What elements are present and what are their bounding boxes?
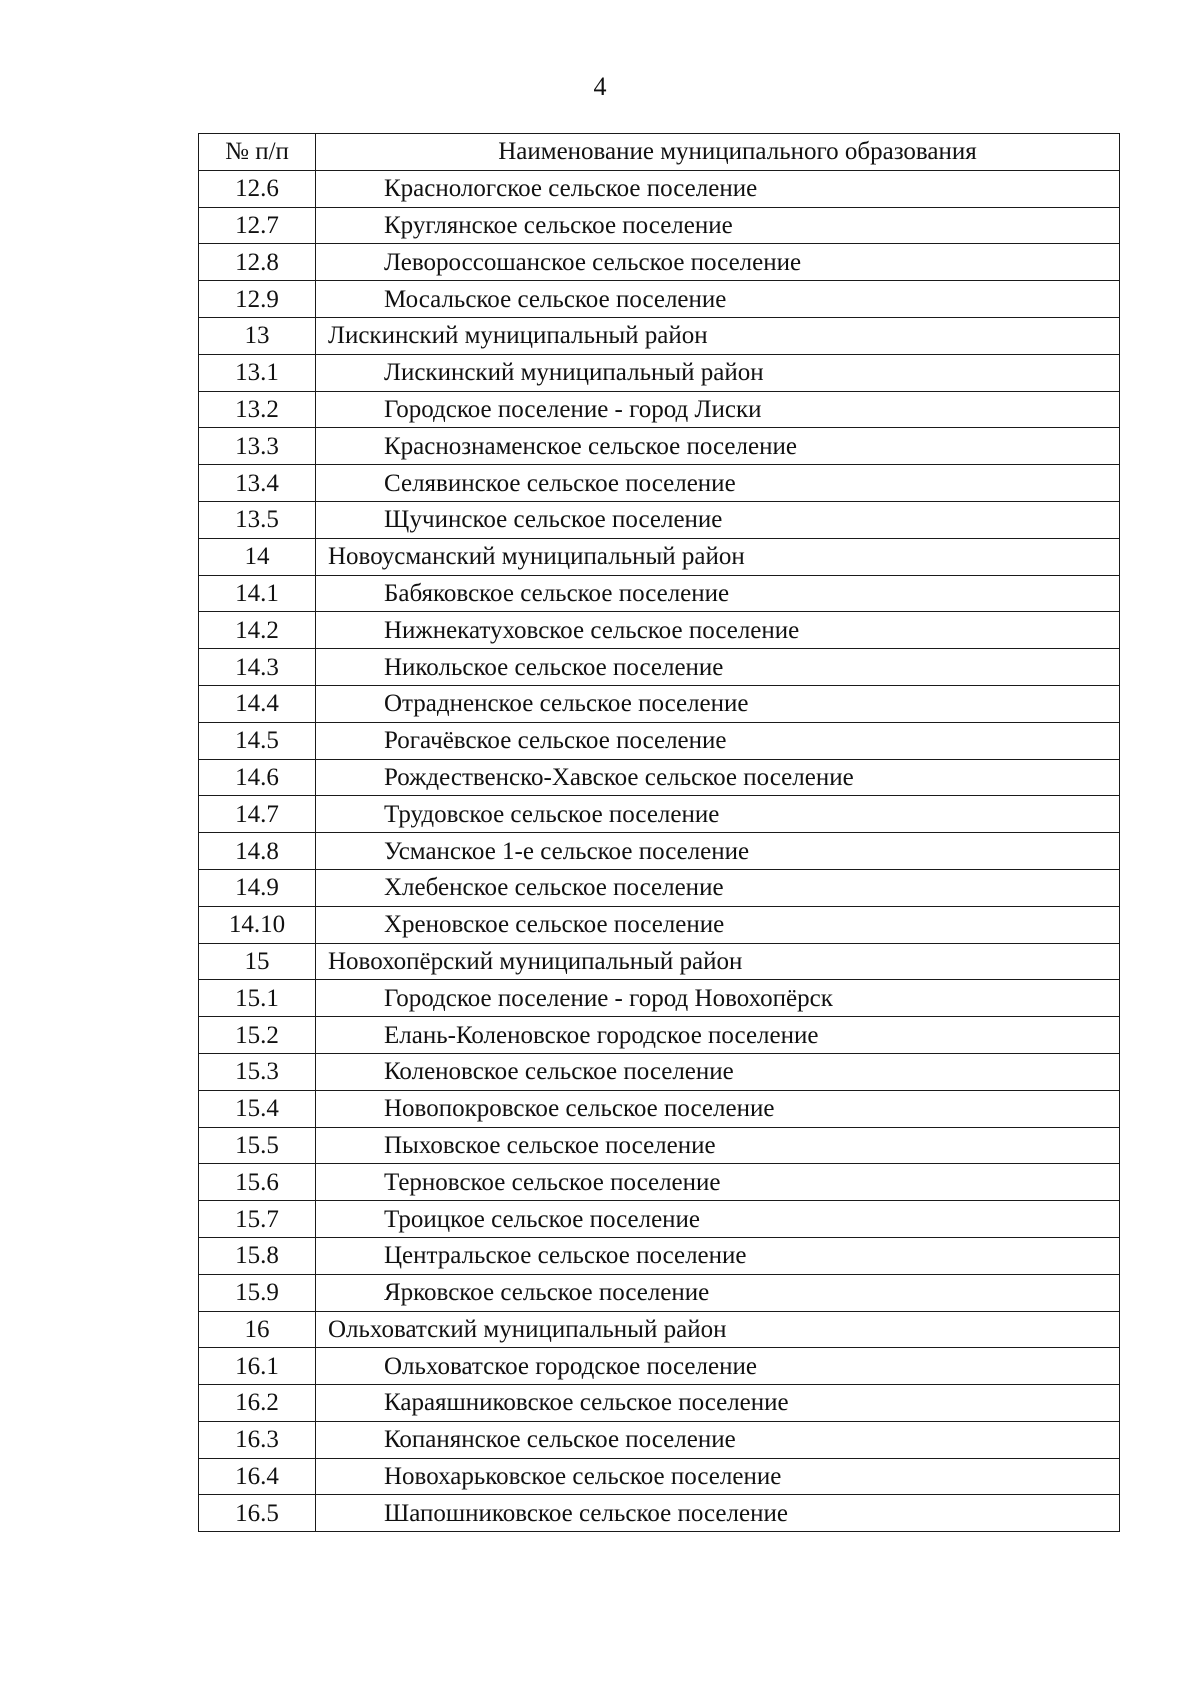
row-name: Троицкое сельское поселение xyxy=(316,1201,1120,1238)
table-row xyxy=(199,1458,1120,1495)
row-number: 14.5 xyxy=(199,722,316,759)
page-number: 4 xyxy=(593,72,607,101)
table-row xyxy=(199,1274,1120,1311)
row-name: Пыховское сельское поселение xyxy=(316,1127,1120,1164)
row-number: 16.5 xyxy=(199,1495,316,1532)
table-row xyxy=(199,1385,1120,1422)
row-number: 15.6 xyxy=(199,1164,316,1201)
table-row xyxy=(199,1017,1120,1054)
row-name: Ольховатский муниципальный район xyxy=(316,1311,1120,1348)
row-name: Нижнекатуховское сельское поселение xyxy=(316,612,1120,649)
row-number: 16.2 xyxy=(199,1385,316,1422)
table-row xyxy=(199,170,1120,207)
row-name: Новоусманский муниципальный район xyxy=(316,538,1120,575)
row-number: 15 xyxy=(199,943,316,980)
row-name: Елань-Коленовское городское поселение xyxy=(316,1017,1120,1054)
row-name: Рождественско-Хавское сельское поселение xyxy=(316,759,1120,796)
table-row xyxy=(199,796,1120,833)
municipalities-table xyxy=(198,133,1120,1532)
row-name: Хреновское сельское поселение xyxy=(316,906,1120,943)
row-number: 14.8 xyxy=(199,833,316,870)
row-number: 15.2 xyxy=(199,1017,316,1054)
table-row xyxy=(199,906,1120,943)
row-name: Городское поселение - город Лиски xyxy=(316,391,1120,428)
row-number: 13 xyxy=(199,317,316,354)
table-row xyxy=(199,575,1120,612)
table-row xyxy=(199,501,1120,538)
row-name: Терновское сельское поселение xyxy=(316,1164,1120,1201)
row-name: Краснознаменское сельское поселение xyxy=(316,428,1120,465)
table-row xyxy=(199,612,1120,649)
row-number: 14.7 xyxy=(199,796,316,833)
table-row xyxy=(199,1421,1120,1458)
table-row xyxy=(199,833,1120,870)
table-header-row xyxy=(199,134,1120,171)
row-name: Мосальское сельское поселение xyxy=(316,281,1120,318)
row-number: 14.3 xyxy=(199,649,316,686)
row-number: 13.3 xyxy=(199,428,316,465)
table-row xyxy=(199,759,1120,796)
table-row xyxy=(199,1053,1120,1090)
table-row xyxy=(199,281,1120,318)
row-number: 14.9 xyxy=(199,869,316,906)
table-row xyxy=(199,685,1120,722)
table-row xyxy=(199,207,1120,244)
row-name: Центральское сельское поселение xyxy=(316,1237,1120,1274)
row-name: Новохопёрский муниципальный район xyxy=(316,943,1120,980)
table-row xyxy=(199,1348,1120,1385)
row-name: Копанянское сельское поселение xyxy=(316,1421,1120,1458)
row-name: Трудовское сельское поселение xyxy=(316,796,1120,833)
table-row xyxy=(199,391,1120,428)
row-number: 15.8 xyxy=(199,1237,316,1274)
row-name: Караяшниковское сельское поселение xyxy=(316,1385,1120,1422)
row-number: 14.2 xyxy=(199,612,316,649)
row-name: Новохарьковское сельское поселение xyxy=(316,1458,1120,1495)
table-row xyxy=(199,943,1120,980)
row-name: Усманское 1-е сельское поселение xyxy=(316,833,1120,870)
row-number: 13.2 xyxy=(199,391,316,428)
table-row xyxy=(199,244,1120,281)
row-name: Лискинский муниципальный район xyxy=(316,317,1120,354)
header-number: № п/п xyxy=(199,134,316,171)
table-row xyxy=(199,1311,1120,1348)
row-number: 15.9 xyxy=(199,1274,316,1311)
row-name: Городское поселение - город Новохопёрск xyxy=(316,980,1120,1017)
row-number: 16.1 xyxy=(199,1348,316,1385)
row-number: 14.10 xyxy=(199,906,316,943)
row-name: Селявинское сельское поселение xyxy=(316,465,1120,502)
row-number: 15.7 xyxy=(199,1201,316,1238)
table-body xyxy=(199,170,1120,1531)
row-number: 14.6 xyxy=(199,759,316,796)
row-number: 13.4 xyxy=(199,465,316,502)
row-number: 13.1 xyxy=(199,354,316,391)
row-name: Отрадненское сельское поселение xyxy=(316,685,1120,722)
row-name: Шапошниковское сельское поселение xyxy=(316,1495,1120,1532)
row-name: Краснологское сельское поселение xyxy=(316,170,1120,207)
table-row xyxy=(199,1201,1120,1238)
row-number: 15.1 xyxy=(199,980,316,1017)
table-row xyxy=(199,869,1120,906)
table-row xyxy=(199,1090,1120,1127)
row-number: 12.6 xyxy=(199,170,316,207)
row-name: Бабяковское сельское поселение xyxy=(316,575,1120,612)
row-number: 15.4 xyxy=(199,1090,316,1127)
row-number: 16.3 xyxy=(199,1421,316,1458)
row-name: Новопокровское сельское поселение xyxy=(316,1090,1120,1127)
row-number: 15.5 xyxy=(199,1127,316,1164)
row-name: Щучинское сельское поселение xyxy=(316,501,1120,538)
row-name: Ольховатское городское поселение xyxy=(316,1348,1120,1385)
table-row xyxy=(199,465,1120,502)
table-row xyxy=(199,428,1120,465)
row-number: 16 xyxy=(199,1311,316,1348)
table-row xyxy=(199,538,1120,575)
row-name: Рогачёвское сельское поселение xyxy=(316,722,1120,759)
row-name: Хлебенское сельское поселение xyxy=(316,869,1120,906)
row-number: 15.3 xyxy=(199,1053,316,1090)
row-number: 13.5 xyxy=(199,501,316,538)
row-number: 12.9 xyxy=(199,281,316,318)
row-name: Коленовское сельское поселение xyxy=(316,1053,1120,1090)
row-name: Круглянское сельское поселение xyxy=(316,207,1120,244)
table-row xyxy=(199,722,1120,759)
row-number: 12.7 xyxy=(199,207,316,244)
table-row xyxy=(199,1237,1120,1274)
table-row xyxy=(199,354,1120,391)
row-number: 14 xyxy=(199,538,316,575)
row-name: Никольское сельское поселение xyxy=(316,649,1120,686)
table-row xyxy=(199,1127,1120,1164)
row-name: Ярковское сельское поселение xyxy=(316,1274,1120,1311)
row-number: 14.4 xyxy=(199,685,316,722)
row-name: Левороссошанское сельское поселение xyxy=(316,244,1120,281)
table-row xyxy=(199,317,1120,354)
header-name: Наименование муниципального образования xyxy=(316,134,1120,171)
row-number: 16.4 xyxy=(199,1458,316,1495)
row-name: Лискинский муниципальный район xyxy=(316,354,1120,391)
row-number: 12.8 xyxy=(199,244,316,281)
table-row xyxy=(199,1495,1120,1532)
table-row xyxy=(199,649,1120,686)
table-row xyxy=(199,1164,1120,1201)
row-number: 14.1 xyxy=(199,575,316,612)
table-row xyxy=(199,980,1120,1017)
